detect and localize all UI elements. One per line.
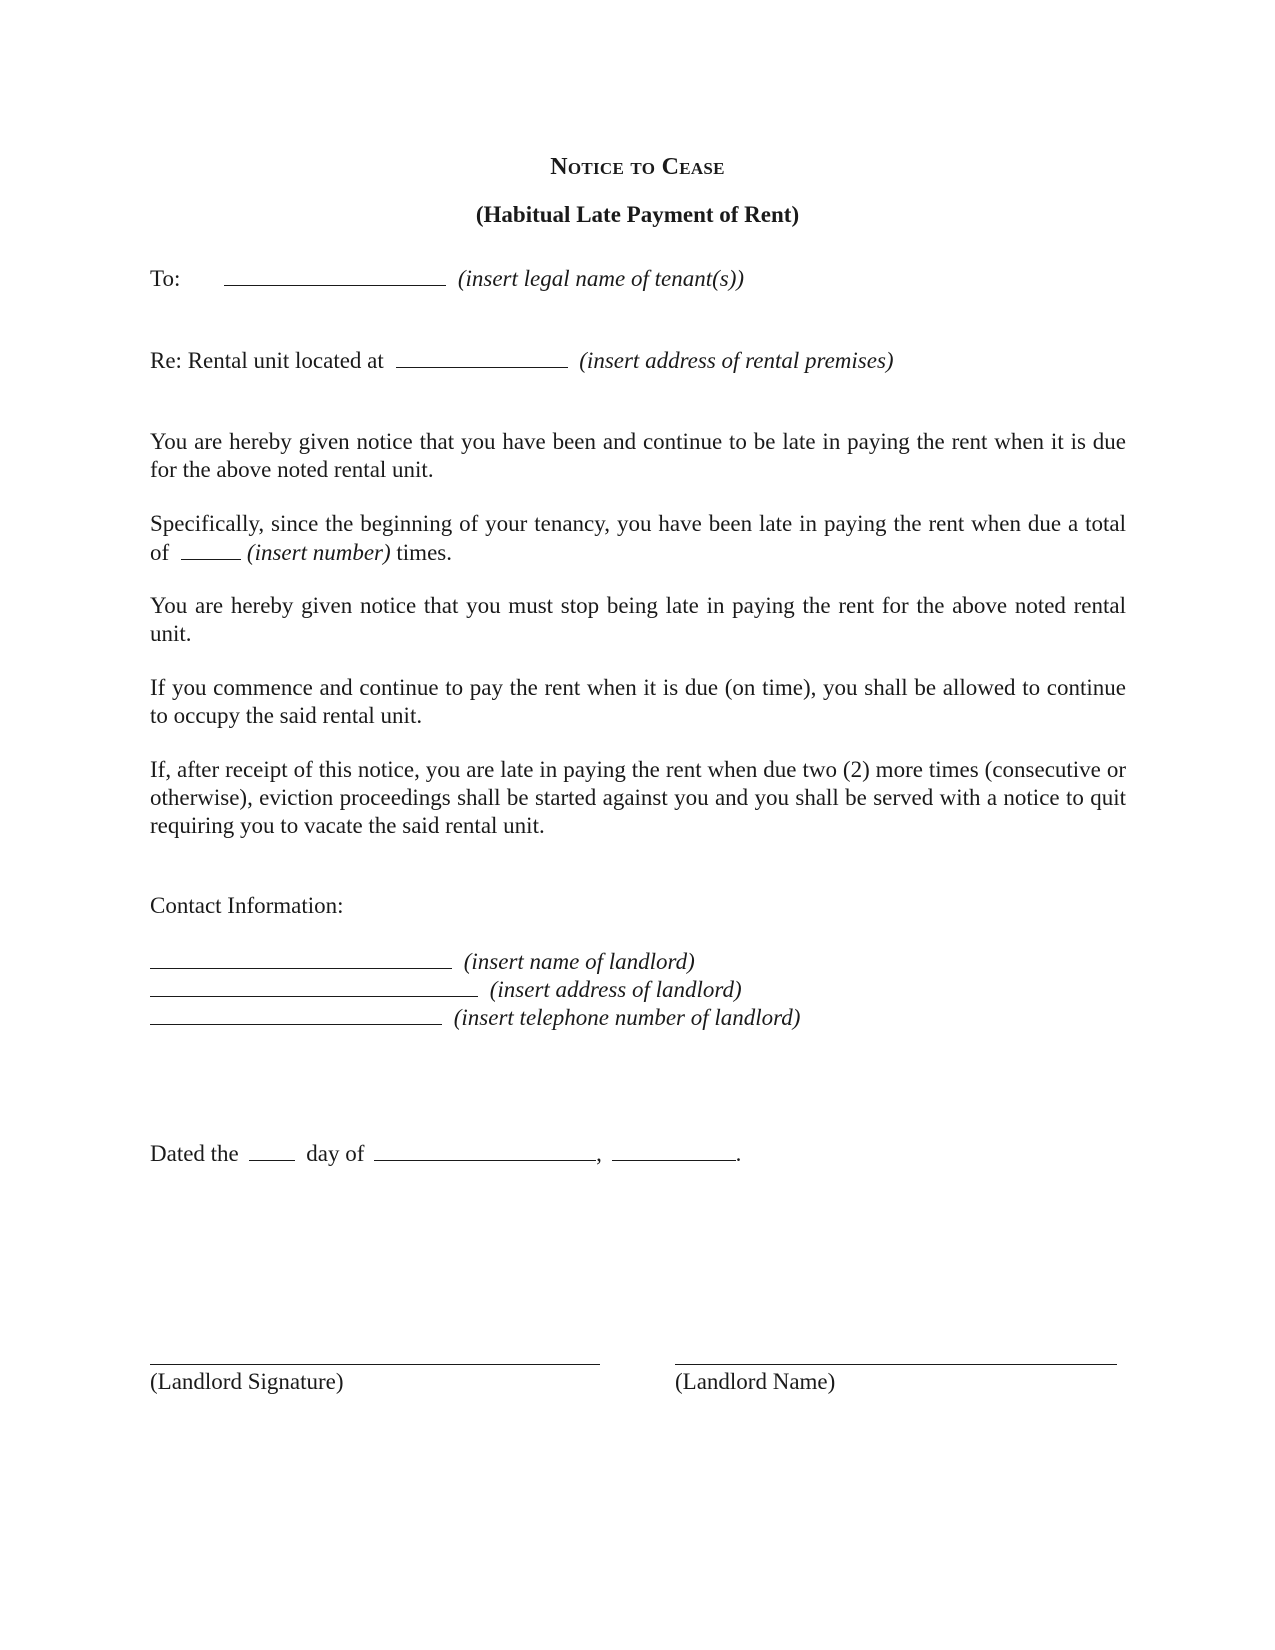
landlord-name-line	[150, 947, 695, 976]
rental-address-blank[interactable]	[396, 346, 568, 368]
dated-comma: ,	[596, 1141, 602, 1166]
notice-paragraph-4: If, after receipt of this notice, you are late in paying the rent when due two (2) more times (consecutive or otherwise), eviction proceedings shall be started against you and you shall be served with a notice to quit requiring you to vacate the said rental unit.	[150, 757, 1126, 838]
rental-address-hint: (insert address of rental premises)	[579, 348, 894, 373]
dated-line	[150, 1139, 741, 1168]
dated-prefix: Dated the	[150, 1141, 239, 1166]
to-line	[150, 264, 744, 293]
notice-paragraph-2: You are hereby given notice that you must stop being late in paying the rent for the above noted rental unit.	[150, 593, 1126, 646]
to-label: To:	[150, 266, 181, 291]
re-line	[150, 346, 894, 375]
late-count-paragraph	[150, 510, 1126, 567]
notice-paragraph-3: If you commence and continue to pay the rent when it is due (on time), you shall be allowed to continue to occupy the said rental unit.	[150, 675, 1126, 728]
tenant-name-blank[interactable]	[224, 264, 446, 286]
contact-heading: Contact Information:	[150, 893, 344, 918]
document-subtitle: (Habitual Late Payment of Rent)	[475, 202, 800, 227]
landlord-address-line	[150, 975, 742, 1004]
document-title: Notice to Cease	[550, 154, 725, 180]
dated-year-blank[interactable]	[612, 1139, 736, 1161]
landlord-address-blank[interactable]	[150, 975, 478, 997]
late-count-text: Specifically, since the beginning of your tenancy, you have been late in paying the rent when due a total of	[150, 511, 1126, 565]
tenant-name-hint: (insert legal name of tenant(s))	[457, 266, 745, 291]
landlord-name-signature-line[interactable]	[675, 1364, 1117, 1365]
late-count-blank[interactable]	[181, 538, 241, 560]
landlord-name-hint: (insert name of landlord)	[463, 949, 695, 974]
dated-month-blank[interactable]	[374, 1139, 596, 1161]
late-count-suffix: times.	[396, 540, 452, 565]
dated-day-of: day of	[306, 1141, 365, 1166]
late-count-hint: (insert number)	[246, 540, 391, 565]
dated-day-blank[interactable]	[249, 1139, 295, 1161]
dated-period: .	[735, 1141, 742, 1166]
landlord-signature-label: (Landlord Signature)	[150, 1369, 344, 1394]
landlord-phone-line	[150, 1003, 800, 1032]
re-label: Re: Rental unit located at	[150, 348, 384, 373]
landlord-phone-blank[interactable]	[150, 1003, 442, 1025]
landlord-signature-line[interactable]	[150, 1364, 600, 1365]
landlord-phone-hint: (insert telephone number of landlord)	[453, 1005, 801, 1030]
landlord-name-blank[interactable]	[150, 947, 452, 969]
notice-paragraph-1: You are hereby given notice that you have been and continue to be late in paying the rent when it is due for the above noted rental unit.	[150, 429, 1126, 482]
landlord-name-label: (Landlord Name)	[675, 1369, 836, 1394]
landlord-address-hint: (insert address of landlord)	[489, 977, 742, 1002]
